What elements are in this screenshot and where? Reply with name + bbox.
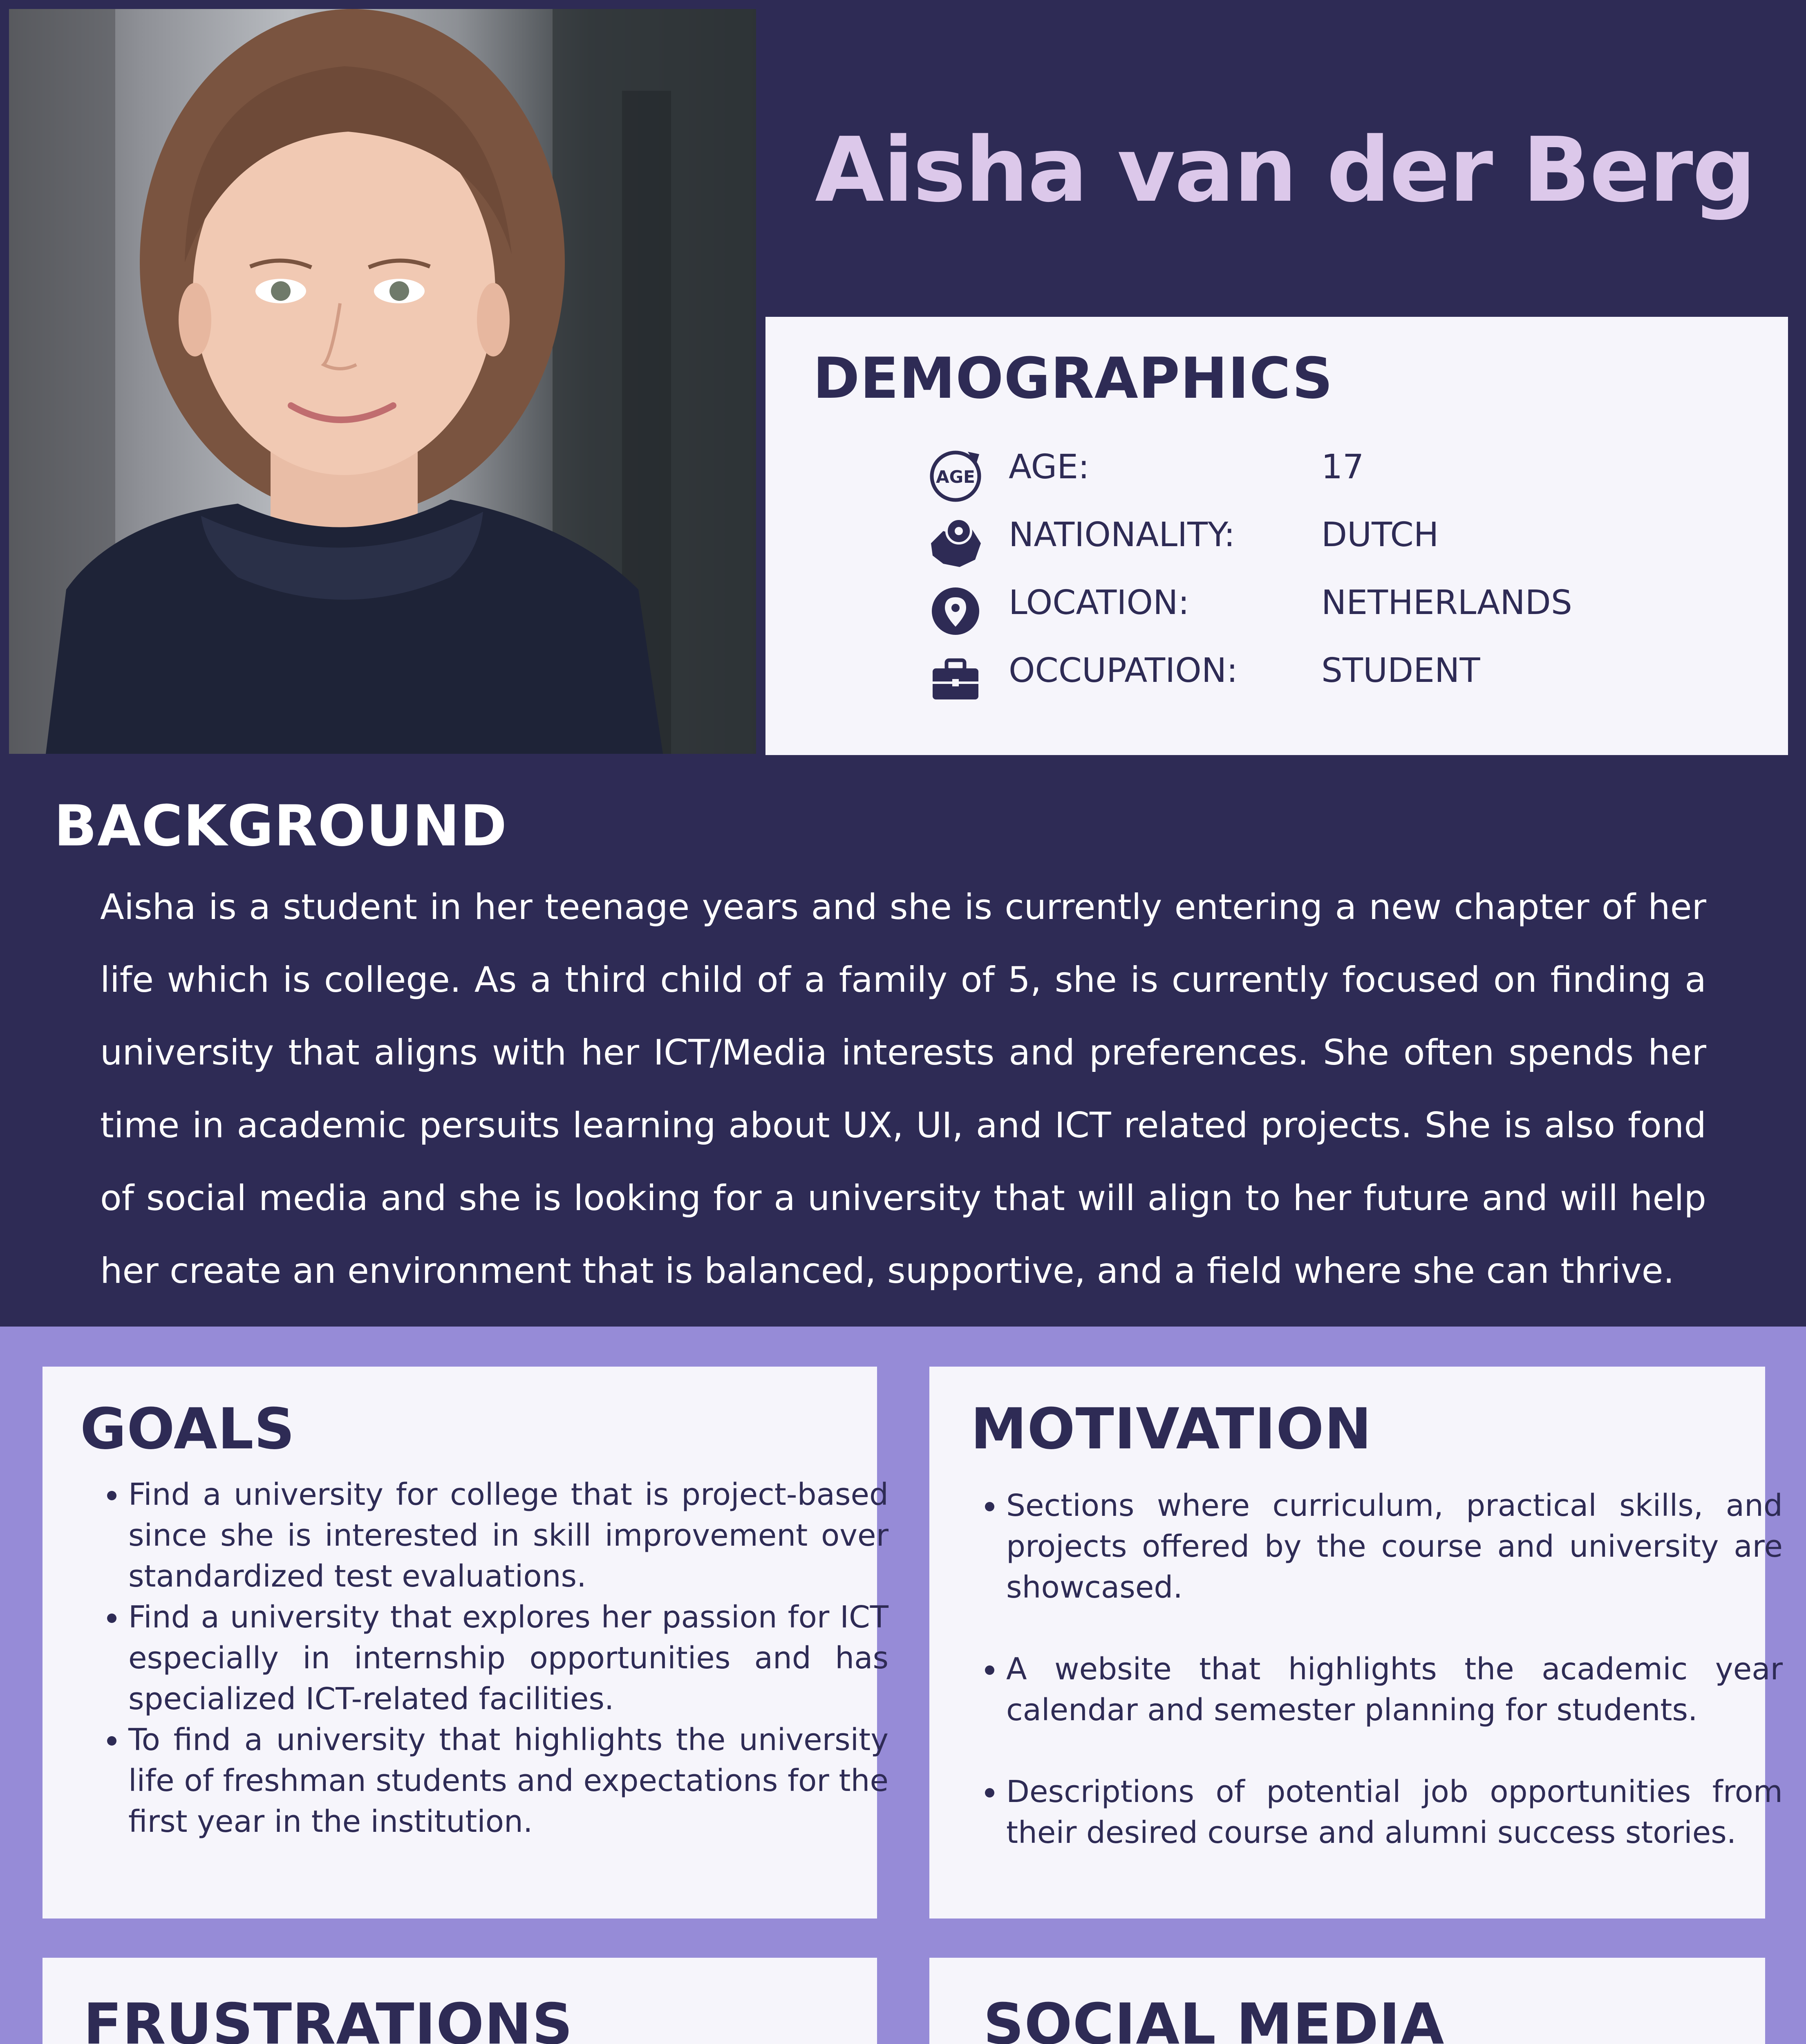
frustrations-card xyxy=(43,1958,877,2044)
list-item: • Descriptions of potential job opportunities from their desired course and alumni success stories. xyxy=(1006,1771,1783,1853)
motivation-card xyxy=(929,1367,1783,1918)
background-text: Aisha is a student in her teenage years and she is currently entering a new chapter of her life which is college. As a third child of a family of 5, she is currently focused on finding a university that aligns with her ICT/Media interests and preferences. She often spends her time in academic persuits learning about UX, UI, and ICT related projects. She is also fond of social media and she is looking for a university that will align to her future and will help her create an environment that is balanced, supportive, and a field where she can thrive. xyxy=(100,887,1706,1291)
demographics-label: LOCATION: xyxy=(1009,583,1190,622)
demographics-row-age xyxy=(765,439,1788,505)
list-item: • Find a university for college that is project-based since she is interested in skill improvement over standardized test evaluations. xyxy=(128,1474,888,1597)
demographics-label: AGE: xyxy=(1009,448,1090,486)
background-title: BACKGROUND xyxy=(54,793,508,859)
age-badge-text: AGE xyxy=(936,467,975,487)
demographics-value: DUTCH xyxy=(1321,515,1439,554)
goals-title: GOALS xyxy=(80,1396,295,1462)
portrait-illustration xyxy=(9,9,756,754)
frustrations-title: FRUSTRATIONS xyxy=(83,1991,573,2044)
demographics-row-occupation xyxy=(765,643,1788,708)
demographics-value: STUDENT xyxy=(1321,651,1480,690)
demographics-value: 17 xyxy=(1321,448,1364,486)
demographics-card xyxy=(765,317,1788,755)
goals-card xyxy=(43,1367,888,1918)
demographics-value: NETHERLANDS xyxy=(1321,583,1572,622)
persona-photo xyxy=(9,9,756,754)
demographics-label: NATIONALITY: xyxy=(1009,515,1235,554)
demographics-title: DEMOGRAPHICS xyxy=(813,345,1334,411)
motivation-title: MOTIVATION xyxy=(971,1396,1372,1462)
age-icon xyxy=(927,447,984,504)
list-item: • Find a university that explores her passion for ICT especially in internship opportunities and has specialized ICT-related facilities. xyxy=(128,1597,888,1719)
location-pin-icon xyxy=(927,583,984,640)
motivation-list xyxy=(958,1485,1783,1894)
social-media-title: SOCIAL MEDIA xyxy=(983,1991,1445,2044)
list-item: • Sections where curriculum, practical skills, and projects offered by the course and university are showcased. xyxy=(1006,1485,1783,1608)
list-item: • A website that highlights the academic year calendar and semester planning for students. xyxy=(1006,1649,1783,1730)
persona-name: Aisha van der Berg xyxy=(815,119,1755,222)
demographics-row-nationality xyxy=(765,507,1788,573)
briefcase-icon xyxy=(927,650,984,708)
demographics-label: OCCUPATION: xyxy=(1009,651,1238,690)
map-pin-icon xyxy=(927,515,984,572)
social-media-card xyxy=(929,1958,1765,2044)
goals-list xyxy=(80,1474,888,1842)
demographics-row-location xyxy=(765,575,1788,641)
list-item: • To find a university that highlights the university life of freshman students and expectations for the first year in the institution. xyxy=(128,1719,888,1842)
